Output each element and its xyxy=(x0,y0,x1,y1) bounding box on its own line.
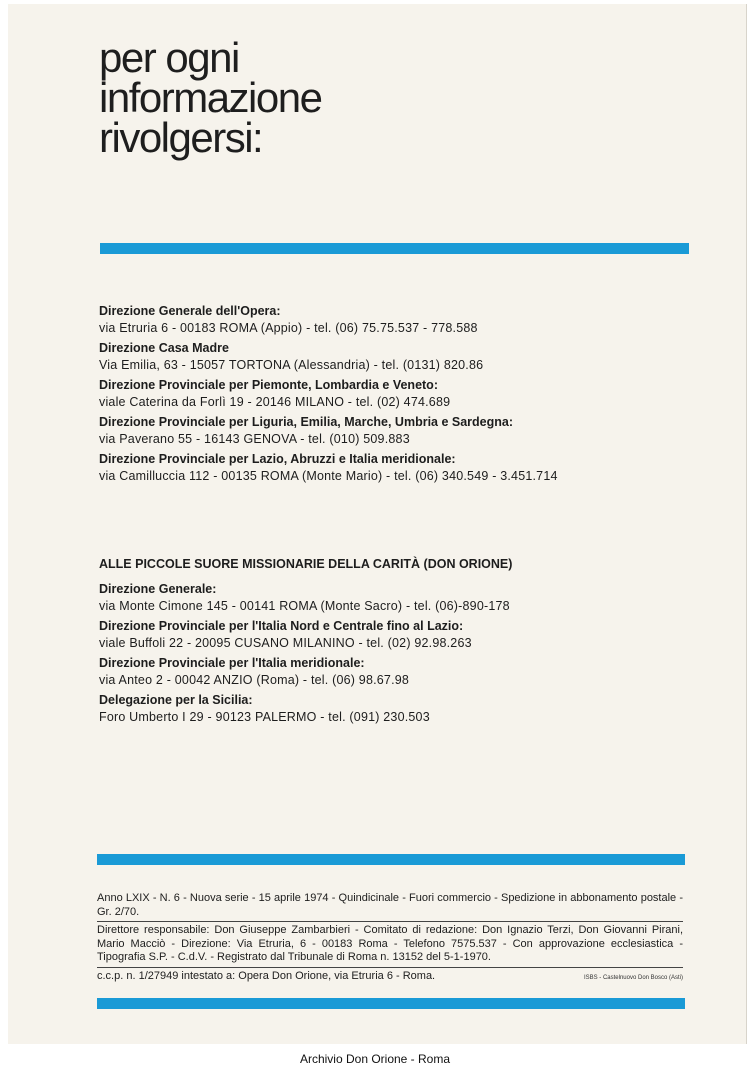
contact-address: via Paverano 55 - 16143 GENOVA - tel. (010) 509.883 xyxy=(99,432,410,446)
title-line-2: informazione xyxy=(99,74,322,121)
imprint-ccp: c.c.p. n. 1/27949 intestato a: Opera Don Orione, via Etruria 6 - Roma. xyxy=(97,969,436,982)
contact-address: via Monte Cimone 145 - 00141 ROMA (Monte Sacro) - tel. (06)-890-178 xyxy=(99,599,510,613)
imprint-rule xyxy=(97,921,683,922)
imprint-printer: ISBS - Castelnuovo Don Bosco (Asti) xyxy=(583,974,683,981)
contact-entry xyxy=(99,303,558,337)
contact-heading: Direzione Casa Madre xyxy=(99,341,229,355)
contact-heading: Direzione Generale dell'Opera: xyxy=(99,304,281,318)
blue-divider-top xyxy=(100,243,689,254)
contact-address: Foro Umberto I 29 - 90123 PALERMO - tel. (091) 230.503 xyxy=(99,710,430,724)
contact-address: viale Buffoli 22 - 20095 CUSANO MILANINO - tel. (02) 92.98.263 xyxy=(99,636,472,650)
title-line-1: per ogni xyxy=(99,34,239,81)
imprint-rule xyxy=(97,967,683,968)
blue-divider-bottom xyxy=(97,998,685,1009)
page-title xyxy=(99,34,322,161)
suore-section-title: ALLE PICCOLE SUORE MISSIONARIE DELLA CARITÀ (DON ORIONE) xyxy=(99,557,513,571)
contact-entry xyxy=(99,414,558,448)
contact-heading: Direzione Provinciale per Piemonte, Lombardia e Veneto: xyxy=(99,378,438,392)
contact-heading: Direzione Provinciale per l'Italia meridionale: xyxy=(99,656,365,670)
contact-address: viale Caterina da Forlì 19 - 20146 MILANO - tel. (02) 474.689 xyxy=(99,395,451,409)
contact-entry xyxy=(99,377,558,411)
contact-entry xyxy=(99,655,510,689)
imprint-credits: Direttore responsabile: Don Giuseppe Zambarbieri - Comitato di redazione: Don Ignazio Terzi, Don Giovanni Pirani, Mario Macciò - Direzione: Via Etruria, 6 - 00183 Roma - Telefono 7575.537 - Con approvazione ecclesiastica - Tipografia S.P. - C.d.V. - Registrato dal Tribunale di Roma n. 13152 del 5-1-1970. xyxy=(97,924,683,963)
contact-address: via Camilluccia 112 - 00135 ROMA (Monte Mario) - tel. (06) 340.549 - 3.451.714 xyxy=(99,469,558,483)
blue-divider-middle xyxy=(97,854,685,865)
contact-address: via Etruria 6 - 00183 ROMA (Appio) - tel. (06) 75.75.537 - 778.588 xyxy=(99,321,478,335)
contact-entry xyxy=(99,340,558,374)
contact-entry xyxy=(99,451,558,485)
contact-heading: Direzione Provinciale per l'Italia Nord e Centrale fino al Lazio: xyxy=(99,619,464,633)
title-line-3: rivolgersi: xyxy=(99,114,263,161)
imprint xyxy=(97,892,683,985)
contact-entry xyxy=(99,581,510,615)
contact-address: Via Emilia, 63 - 15057 TORTONA (Alessandria) - tel. (0131) 820.86 xyxy=(99,358,484,372)
contact-heading: Direzione Generale: xyxy=(99,582,217,596)
contact-heading: Direzione Provinciale per Lazio, Abruzzi e Italia meridionale: xyxy=(99,452,456,466)
opera-contacts xyxy=(99,303,558,488)
archive-footer: Archivio Don Orione - Roma xyxy=(299,1052,451,1066)
contact-heading: Delegazione per la Sicilia: xyxy=(99,693,253,707)
contact-entry xyxy=(99,618,510,652)
contact-entry xyxy=(99,692,510,726)
imprint-last-line xyxy=(97,970,683,986)
imprint-issue: Anno LXIX - N. 6 - Nuova serie - 15 aprile 1974 - Quindicinale - Fuori commercio - Spedizione in abbonamento postale - Gr. 2/70. xyxy=(97,892,683,918)
suore-contacts xyxy=(99,581,510,729)
contact-address: via Anteo 2 - 00042 ANZIO (Roma) - tel. (06) 98.67.98 xyxy=(99,673,410,687)
contact-heading: Direzione Provinciale per Liguria, Emilia, Marche, Umbria e Sardegna: xyxy=(99,415,514,429)
